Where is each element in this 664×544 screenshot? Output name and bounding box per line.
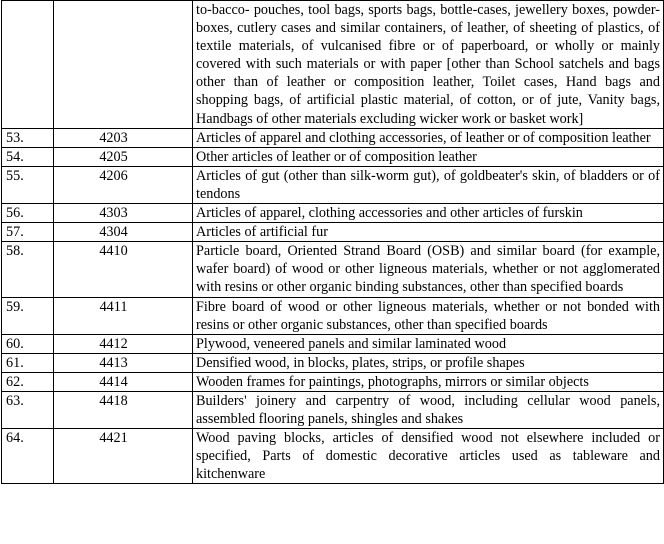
table-row: [2, 242, 664, 297]
table-row: [2, 223, 664, 242]
serial-number-cell: 59.: [2, 297, 54, 334]
serial-number-cell: [2, 1, 54, 129]
description-cell: Particle board, Oriented Strand Board (OSB) and similar board (for example, wafer board) of wood or other ligneous materials, whether or not agglomerated with resins or other organic binding substances, other than specified boards: [193, 242, 664, 297]
heading-code-cell: 4203: [54, 128, 193, 147]
description-cell: to-bacco- pouches, tool bags, sports bags, bottle-cases, jewellery boxes, powder-boxes, cutlery cases and similar containers, of leather, of sheeting of plastics, of textile materials, of vulcanised fibre or of paperboard, or wholly or mainly covered with such materials or with paper [other than School satchels and bags other than of leather or composition leather, Toilet cases, Hand bags and shopping bags, of artificial plastic material, of cotton, or of jute, Vanity bags, Handbags of other materials excluding wicker work or basket work]: [193, 1, 664, 129]
table-row: [2, 372, 664, 391]
table-row: [2, 353, 664, 372]
description-cell: Plywood, veneered panels and similar laminated wood: [193, 334, 664, 353]
heading-code-cell: 4418: [54, 391, 193, 428]
description-cell: Articles of apparel, clothing accessories and other articles of furskin: [193, 204, 664, 223]
table-row: [2, 147, 664, 166]
heading-code-cell: 4413: [54, 353, 193, 372]
description-cell: Wood paving blocks, articles of densified wood not elsewhere included or specified, Parts of domestic decorative articles used as tableware and kitchenware: [193, 429, 664, 484]
serial-number-cell: 64.: [2, 429, 54, 484]
serial-number-cell: 62.: [2, 372, 54, 391]
heading-code-cell: 4411: [54, 297, 193, 334]
serial-number-cell: 57.: [2, 223, 54, 242]
table-row: [2, 204, 664, 223]
description-cell: Fibre board of wood or other ligneous materials, whether or not bonded with resins or other organic substances, other than specified boards: [193, 297, 664, 334]
serial-number-cell: 61.: [2, 353, 54, 372]
heading-code-cell: 4414: [54, 372, 193, 391]
serial-number-cell: 56.: [2, 204, 54, 223]
heading-code-cell: 4304: [54, 223, 193, 242]
description-cell: Articles of artificial fur: [193, 223, 664, 242]
table-row: [2, 128, 664, 147]
description-cell: Articles of apparel and clothing accessories, of leather or of composition leather: [193, 128, 664, 147]
heading-code-cell: 4410: [54, 242, 193, 297]
description-cell: Articles of gut (other than silk-worm gut), of goldbeater's skin, of bladders or of tendons: [193, 166, 664, 203]
description-cell: Builders' joinery and carpentry of wood, including cellular wood panels, assembled flooring panels, shingles and shakes: [193, 391, 664, 428]
table-row: [2, 429, 664, 484]
serial-number-cell: 63.: [2, 391, 54, 428]
heading-code-cell: 4421: [54, 429, 193, 484]
serial-number-cell: 60.: [2, 334, 54, 353]
serial-number-cell: 54.: [2, 147, 54, 166]
serial-number-cell: 55.: [2, 166, 54, 203]
table-row: [2, 1, 664, 129]
serial-number-cell: 58.: [2, 242, 54, 297]
table-row: [2, 166, 664, 203]
heading-code-cell: [54, 1, 193, 129]
goods-schedule-table: [1, 0, 664, 484]
description-cell: Densified wood, in blocks, plates, strips, or profile shapes: [193, 353, 664, 372]
heading-code-cell: 4303: [54, 204, 193, 223]
table-row: [2, 334, 664, 353]
table-row: [2, 297, 664, 334]
table-row: [2, 391, 664, 428]
description-cell: Other articles of leather or of composition leather: [193, 147, 664, 166]
serial-number-cell: 53.: [2, 128, 54, 147]
heading-code-cell: 4412: [54, 334, 193, 353]
description-cell: Wooden frames for paintings, photographs, mirrors or similar objects: [193, 372, 664, 391]
heading-code-cell: 4206: [54, 166, 193, 203]
heading-code-cell: 4205: [54, 147, 193, 166]
